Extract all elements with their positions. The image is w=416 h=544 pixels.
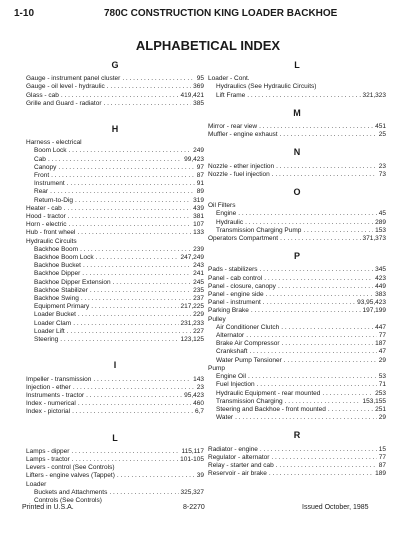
index-entry (208, 275, 386, 283)
index-entry (26, 295, 204, 303)
entry-page: 99,423 (184, 155, 204, 163)
index-entry (208, 123, 386, 131)
letter-heading-r: R (293, 430, 301, 441)
entry-label: Index - pictorial (26, 408, 71, 416)
index-entry (26, 408, 204, 416)
entry-label: Grille and Guard - radiator (26, 99, 102, 107)
index-entry (26, 400, 204, 408)
entry-label: Radiator - engine (208, 445, 258, 453)
index-entry (208, 357, 386, 365)
leader-dots (78, 400, 191, 408)
index-entry (208, 446, 386, 454)
entry-label: Water Pump Tensioner (216, 356, 282, 364)
leader-dots (266, 291, 373, 299)
letter-heading-n: N (293, 147, 301, 158)
index-heading: Controls (See Controls) (34, 496, 102, 504)
leader-dots (257, 381, 377, 389)
footer-code: 8-2270 (183, 504, 205, 511)
entry-label: Loader Clam (34, 319, 72, 327)
leader-dots (80, 246, 191, 254)
entry-label: Nozzle - ether injection (208, 162, 275, 170)
entry-page: 15 (378, 445, 386, 453)
leader-dots (246, 332, 377, 340)
index-entry (26, 188, 204, 196)
entry-label: Return-to-Dig (34, 196, 74, 204)
index-entry (26, 328, 204, 336)
index-entry (208, 266, 386, 274)
entry-label: Heater - cab (26, 204, 62, 212)
leader-dots (50, 188, 195, 196)
entry-page: 47 (378, 348, 386, 356)
entry-page: 123,125 (180, 336, 204, 344)
entry-page: 23 (196, 383, 204, 391)
leader-dots (83, 262, 191, 270)
index-entry (208, 171, 386, 179)
leader-dots (284, 357, 377, 365)
index-entry (26, 456, 204, 464)
entry-page: 451 (375, 123, 386, 131)
index-entry (26, 489, 204, 497)
leader-dots (86, 392, 182, 400)
entry-label: Fuel Injection (216, 381, 255, 389)
index-entry (208, 227, 386, 235)
leader-dots (260, 266, 374, 274)
leader-dots (58, 164, 194, 172)
entry-page: 6,7 (194, 408, 204, 416)
group-m (208, 123, 386, 139)
leader-dots (107, 83, 191, 91)
entry-page: 143 (193, 375, 204, 383)
entry-page: 319 (193, 196, 204, 204)
index-entry (26, 164, 204, 172)
footer-issued: Issued October, 1985 (302, 504, 369, 511)
leader-dots (75, 197, 191, 205)
index-entry (208, 414, 386, 422)
entry-page: 133 (193, 229, 204, 237)
letter-heading-p: P (293, 251, 300, 262)
leader-dots (73, 384, 195, 392)
index-entry (26, 147, 204, 155)
entry-label: Backhoe Dipper (34, 270, 81, 278)
entry-page: 153 (375, 226, 386, 234)
entry-label: Boom Lock (34, 147, 67, 155)
entry-page: 197,199 (362, 307, 386, 315)
entry-page: 345 (375, 266, 386, 274)
entry-label: Backhoe Stabilizer (34, 286, 88, 294)
page-number: 1-10 (14, 8, 35, 19)
leader-dots (104, 100, 192, 108)
index-entry (26, 287, 204, 295)
index-entry (26, 172, 204, 180)
entry-page: 95,423 (184, 391, 204, 399)
leader-dots (67, 328, 191, 336)
entry-label: Air Conditioner Clutch (216, 323, 280, 331)
entry-label: Horn - electric (26, 221, 67, 229)
entry-label: Panel - instrument (208, 299, 261, 307)
entry-page: 89 (196, 188, 204, 196)
entry-label: Gauge - instrument panel cluster (26, 75, 121, 83)
index-entry (208, 470, 386, 478)
entry-page: 101-105 (180, 455, 204, 463)
entry-label: Alternator (216, 332, 245, 340)
leader-dots (278, 283, 373, 291)
entry-page: 227 (193, 327, 204, 335)
entry-label: Transmission Charging (216, 397, 283, 405)
leader-dots (81, 295, 191, 303)
leader-dots (60, 336, 178, 344)
entry-label: Nozzle - fuel injection (208, 170, 270, 178)
entry-page: 25 (378, 131, 386, 139)
index-entry (26, 262, 204, 270)
index-entry (208, 131, 386, 139)
entry-label: Steering (34, 336, 59, 344)
leader-dots (91, 303, 178, 311)
leader-dots (64, 205, 191, 213)
entry-label: Instrument (34, 180, 65, 188)
index-heading: Levers - control (See Controls) (26, 464, 115, 472)
index-entry (208, 324, 386, 332)
entry-page: 229 (193, 311, 204, 319)
letter-heading-g: G (111, 60, 119, 70)
index-entry (26, 320, 204, 328)
entry-page: 239 (193, 245, 204, 253)
entry-label: Loader Bucket (34, 311, 76, 319)
group-n (208, 163, 386, 179)
group-g (26, 75, 204, 108)
entry-page: 53 (378, 373, 386, 381)
leader-dots (69, 147, 192, 155)
entry-page: 153,155 (362, 397, 386, 405)
leader-dots (51, 172, 195, 180)
index-entry (208, 307, 386, 315)
index-entry (26, 392, 204, 400)
index-entry (208, 283, 386, 291)
index-entry (26, 336, 204, 344)
group-hydraulic (26, 246, 204, 344)
leader-dots (67, 180, 195, 188)
entry-page: 419,421 (180, 91, 204, 99)
leader-dots (61, 92, 179, 100)
group-pulley (208, 324, 386, 365)
entry-label: Cab (34, 155, 46, 163)
leader-dots (73, 320, 178, 328)
entry-page: 29 (378, 414, 386, 422)
leader-dots (238, 210, 377, 218)
index-entry (26, 156, 204, 164)
index-entry (26, 254, 204, 262)
entry-page: 217,225 (180, 303, 204, 311)
index-entry (26, 75, 204, 83)
leader-dots (281, 324, 373, 332)
index-heading: Hydraulic Circuits (26, 237, 77, 245)
index-entry (208, 291, 386, 299)
leader-dots (48, 156, 182, 164)
index-entry (26, 448, 204, 456)
index-entry (208, 381, 386, 389)
entry-page: 439 (193, 204, 204, 212)
index-entry (26, 180, 204, 188)
entry-label: Steering and Backhoe - front mounted (216, 405, 326, 413)
entry-label: Parking Brake (208, 307, 249, 315)
index-heading: Harness - electrical (26, 139, 82, 147)
leader-dots (322, 390, 373, 398)
entry-label: Lamps - tractor (26, 455, 70, 463)
letter-heading-l: L (112, 432, 118, 443)
index-heading: Oil Filters (208, 202, 236, 210)
leader-dots (272, 171, 377, 179)
entry-page: 369 (193, 83, 204, 91)
entry-page: 241 (193, 270, 204, 278)
leader-dots (271, 454, 376, 462)
entry-page: 385 (193, 99, 204, 107)
leader-dots (245, 219, 373, 227)
index-entry (208, 340, 386, 348)
entry-page: 423 (375, 274, 386, 282)
entry-page: 91 (196, 180, 204, 188)
index-entry (208, 398, 386, 406)
entry-label: Backhoe Dipper Extension (34, 278, 111, 286)
entry-label: Backhoe Boom (34, 245, 79, 253)
group-oil (208, 210, 386, 235)
entry-label: Buckets and Attachments (34, 488, 108, 496)
entry-label: Reservoir - air brake (208, 470, 267, 478)
index-entry (208, 332, 386, 340)
entry-label: Impeller - transmission (26, 375, 92, 383)
entry-page: 447 (375, 323, 386, 331)
leader-dots (72, 456, 178, 464)
index-entry: Operators Compartment . . . 371,373 (208, 235, 386, 243)
letter-heading-i: I (113, 360, 117, 371)
leader-dots (282, 340, 374, 348)
entry-page: 29 (378, 356, 386, 364)
entry-page: 245 (193, 278, 204, 286)
entry-label: Backhoe Swing (34, 295, 79, 303)
index-entry (26, 376, 204, 384)
entry-page: 325,327 (180, 488, 204, 496)
index-entry (208, 406, 386, 414)
index-entry (26, 213, 204, 221)
leader-dots (71, 448, 179, 456)
index-entry (26, 279, 204, 287)
entry-label: Panel - engine side (208, 291, 264, 299)
entry-page: 77 (378, 453, 386, 461)
group-loader (26, 489, 204, 497)
index-entry (208, 348, 386, 356)
leader-dots (109, 489, 178, 497)
entry-page: 289 (375, 218, 386, 226)
leader-dots (276, 163, 377, 171)
leader-dots (264, 275, 373, 283)
entry-page: 107 (193, 221, 204, 229)
leader-dots (93, 376, 191, 384)
entry-label: Panel - cab control (208, 274, 263, 282)
entry-label: Gauge - oil level - hydraulic (26, 83, 105, 91)
index-entry (26, 229, 204, 237)
leader-dots (249, 348, 376, 356)
group-l (26, 448, 204, 464)
index-heading: Pulley (208, 315, 226, 323)
entry-page: 247,249 (180, 254, 204, 262)
index-entry (26, 384, 204, 392)
entry-page: 77 (378, 332, 386, 340)
leader-dots (280, 131, 377, 139)
leader-dots (276, 462, 377, 470)
index-entry: Lifters - engine valves (Tappet) . . . 39 (26, 472, 204, 480)
leader-dots (96, 254, 179, 262)
entry-label: Crankshaft (216, 348, 248, 356)
entry-label: Backhoe Bucket (34, 262, 81, 270)
entry-page: 115,117 (181, 447, 204, 455)
entry-label: Mirror - rear view (208, 123, 258, 131)
index-heading: Loader - Cont. (208, 75, 250, 83)
entry-page: 71 (378, 381, 386, 389)
entry-label: Engine Oil (216, 373, 246, 381)
entry-page: 251 (375, 405, 386, 413)
footer-printed: Printed in U.S.A. (22, 504, 74, 511)
index-column-left (26, 58, 204, 505)
index-entry (208, 390, 386, 398)
entry-label: Index - numerical (26, 400, 76, 408)
index-entry (26, 311, 204, 319)
leader-dots (251, 307, 361, 315)
entry-page: 449 (375, 282, 386, 290)
leader-dots (285, 398, 361, 406)
entry-page: 249 (193, 147, 204, 155)
entry-label: Water (216, 414, 234, 422)
entry-label: Backhoe Boom Lock (34, 254, 94, 262)
leader-dots (68, 213, 191, 221)
index-entry (26, 83, 204, 91)
entry-page: 87 (196, 172, 204, 180)
index-entry (26, 303, 204, 311)
leader-dots (259, 123, 373, 131)
entry-page: 383 (375, 291, 386, 299)
entry-label: Injection - ether (26, 383, 71, 391)
entry-label: Hub - front wheel (26, 229, 76, 237)
entry-page: 460 (193, 400, 204, 408)
document-title: 780C CONSTRUCTION KING LOADER BACKHOE (104, 8, 338, 19)
index-heading: Loader (26, 480, 47, 488)
entry-page: 381 (193, 213, 204, 221)
index-entry (26, 205, 204, 213)
letter-heading-l: L (294, 60, 300, 70)
entry-label: Muffler - engine exhaust (208, 131, 278, 139)
leader-dots (263, 299, 355, 307)
entry-page: 93,95,423 (357, 299, 386, 307)
letter-heading-h: H (111, 124, 119, 135)
index-entry (208, 299, 386, 307)
entry-page: 73 (378, 170, 386, 178)
index-heading: Hydraulics (See Hydraulic Circuits) (216, 83, 317, 91)
entry-page: 45 (378, 210, 386, 218)
entry-label: Glass - cab (26, 91, 59, 99)
section-title: ALPHABETICAL INDEX (135, 38, 281, 53)
entry-page: 95 (196, 75, 204, 83)
index-entry (26, 197, 204, 205)
index-entry (208, 163, 386, 171)
group-h-misc (26, 205, 204, 238)
group-harness (26, 147, 204, 204)
entry-label: Instruments - tractor (26, 391, 85, 399)
leader-dots (78, 229, 192, 237)
entry-page: 237 (193, 295, 204, 303)
entry-label: Equipment Primary (34, 303, 90, 311)
entry-page: 23 (378, 162, 386, 170)
leader-dots (72, 408, 193, 416)
leader-dots (328, 406, 373, 414)
entry-page: 187 (375, 340, 386, 348)
index-entry (208, 373, 386, 381)
entry-label: Engine (216, 210, 237, 218)
entry-page: 243 (193, 262, 204, 270)
entry-page: 97 (196, 163, 204, 171)
index-entry (208, 219, 386, 227)
index-entry (26, 246, 204, 254)
index-column-right (208, 58, 386, 478)
leader-dots (82, 270, 191, 278)
leader-dots (78, 311, 191, 319)
index-entry (26, 221, 204, 229)
entry-label: Brake Air Compressor (216, 340, 280, 348)
entry-label: Rear (34, 188, 49, 196)
group-i (26, 376, 204, 417)
index-entry (208, 454, 386, 462)
leader-dots (235, 414, 377, 422)
group-p (208, 266, 386, 315)
leader-dots (90, 287, 191, 295)
group-pump (208, 373, 386, 422)
entry-label: Lamps - dipper (26, 447, 70, 455)
leader-dots (269, 470, 373, 478)
index-entry (26, 100, 204, 108)
entry-label: Pads - stabilizers (208, 266, 258, 274)
index-heading: Pump (208, 364, 225, 372)
leader-dots (303, 227, 373, 235)
entry-label: Transmission Charging Pump (216, 226, 302, 234)
leader-dots (248, 373, 377, 381)
letter-heading-m: M (293, 107, 301, 118)
index-entry (208, 462, 386, 470)
index-entry: Lift Frame . . . 321,323 (208, 92, 386, 100)
entry-label: Canopy (34, 163, 57, 171)
index-entry (26, 270, 204, 278)
letter-heading-o: O (293, 187, 301, 198)
entry-label: Front (34, 172, 50, 180)
entry-page: 235 (193, 286, 204, 294)
entry-page: 231,233 (180, 319, 204, 327)
entry-label: Hydraulic (216, 218, 244, 226)
entry-label: Hood - tractor (26, 213, 66, 221)
entry-label: Panel - closure, canopy (208, 282, 276, 290)
index-entry (26, 92, 204, 100)
entry-page: 253 (375, 389, 386, 397)
entry-label: Loader Lift (34, 327, 65, 335)
leader-dots (113, 279, 192, 287)
entry-label: Regulator - alternator (208, 453, 270, 461)
leader-dots (260, 446, 377, 454)
entry-page: 87 (378, 461, 386, 469)
leader-dots (68, 221, 191, 229)
index-entry (208, 210, 386, 218)
entry-page: 189 (375, 470, 386, 478)
leader-dots (122, 75, 194, 83)
entry-label: Hydraulic Equipment - rear mounted (216, 389, 321, 397)
entry-label: Relay - starter and cab (208, 461, 274, 469)
group-r (208, 446, 386, 479)
